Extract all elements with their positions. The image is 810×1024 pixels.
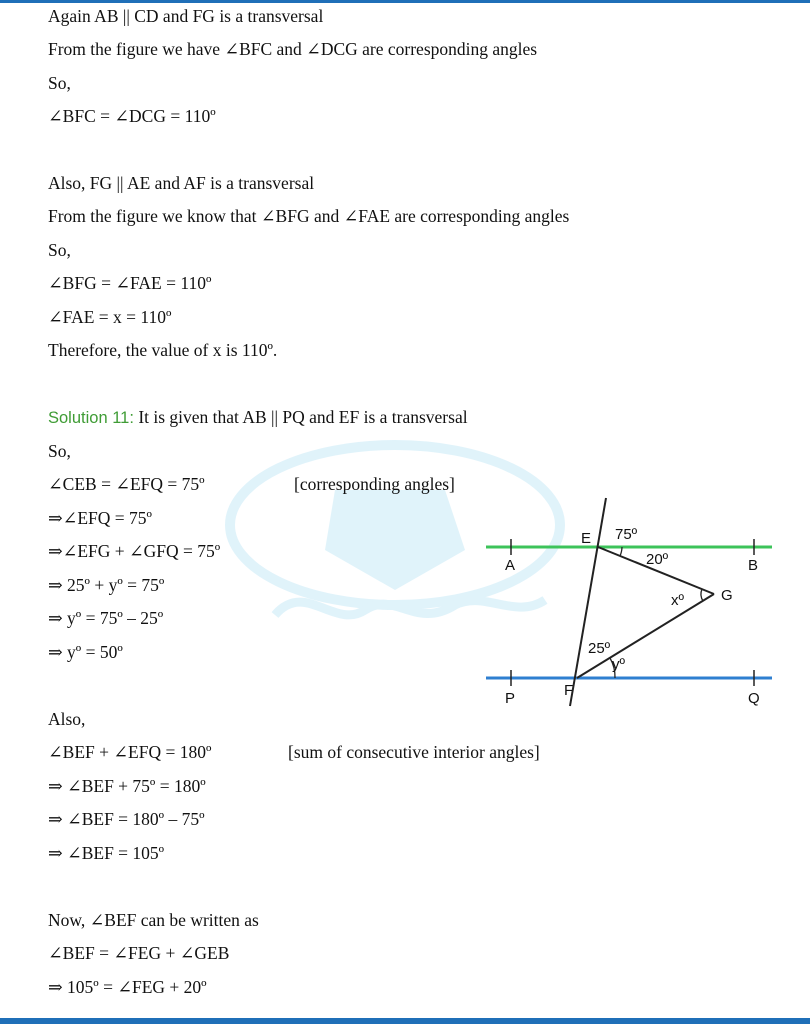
- solution-step: Also,: [48, 709, 86, 729]
- solution-step: ⇒ 105º = ∠FEG + 20º: [48, 977, 207, 997]
- geometry-figure: [484, 492, 784, 714]
- label-f: F: [564, 682, 574, 699]
- text-line-9: ∠FAE = x = 110º: [48, 307, 172, 327]
- label-e: E: [581, 530, 592, 547]
- solution-11-heading: [48, 406, 468, 429]
- solution-label: Solution 11:: [48, 409, 134, 427]
- label-angle-x: xº: [671, 592, 684, 609]
- text-line-4: ∠BFC = ∠DCG = 110º: [48, 106, 216, 126]
- text-line-7: So,: [48, 240, 71, 260]
- text-line-10: Therefore, the value of x is 110º.: [48, 340, 278, 360]
- label-angle-25: 25º: [588, 640, 611, 657]
- label-b: B: [748, 557, 759, 574]
- solution-step: ∠CEB = ∠EFQ = 75º: [48, 474, 205, 494]
- top-border: [0, 0, 810, 3]
- label-angle-y: yº: [612, 656, 625, 673]
- solution-step: ⇒∠EFG + ∠GFQ = 75º: [48, 541, 221, 561]
- text-line-3: So,: [48, 73, 71, 93]
- arc-angle-x: [701, 589, 703, 601]
- solution-step: So,: [48, 441, 71, 461]
- label-angle-75: 75º: [615, 526, 638, 543]
- solution-step: ⇒∠EFQ = 75º: [48, 508, 152, 528]
- reason-corresponding: [corresponding angles]: [294, 474, 455, 494]
- text-line-2: From the figure we have ∠BFC and ∠DCG are corresponding angles: [48, 39, 538, 59]
- solution-intro: It is given that AB || PQ and EF is a transversal: [133, 407, 468, 427]
- label-q: Q: [748, 690, 760, 707]
- reason-interior: [sum of consecutive interior angles]: [288, 742, 540, 762]
- solution-step: ⇒ yº = 75º – 25º: [48, 608, 164, 628]
- label-p: P: [505, 690, 516, 707]
- text-line-6: From the figure we know that ∠BFG and ∠FAE are corresponding angles: [48, 206, 570, 226]
- label-a: A: [505, 557, 516, 574]
- solution-step: ∠BEF = ∠FEG + ∠GEB: [48, 943, 230, 963]
- solution-step: Now, ∠BEF can be written as: [48, 910, 259, 930]
- label-angle-20: 20º: [646, 551, 669, 568]
- solution-step: ∠BEF + ∠EFQ = 180º: [48, 742, 212, 762]
- solution-step: ⇒ yº = 50º: [48, 642, 123, 662]
- solution-step: ⇒ 25º + yº = 75º: [48, 575, 165, 595]
- text-line-1: Again AB || CD and FG is a transversal: [48, 6, 324, 26]
- segment-fg: [577, 594, 714, 678]
- solution-step: ⇒ ∠BEF = 105º: [48, 843, 165, 863]
- text-line-5: Also, FG || AE and AF is a transversal: [48, 173, 315, 193]
- label-g: G: [721, 587, 733, 604]
- bottom-border: [0, 1018, 810, 1024]
- solution-step: ⇒ ∠BEF + 75º = 180º: [48, 776, 206, 796]
- text-line-8: ∠BFG = ∠FAE = 110º: [48, 273, 212, 293]
- solution-step: ⇒ ∠BEF = 180º – 75º: [48, 809, 205, 829]
